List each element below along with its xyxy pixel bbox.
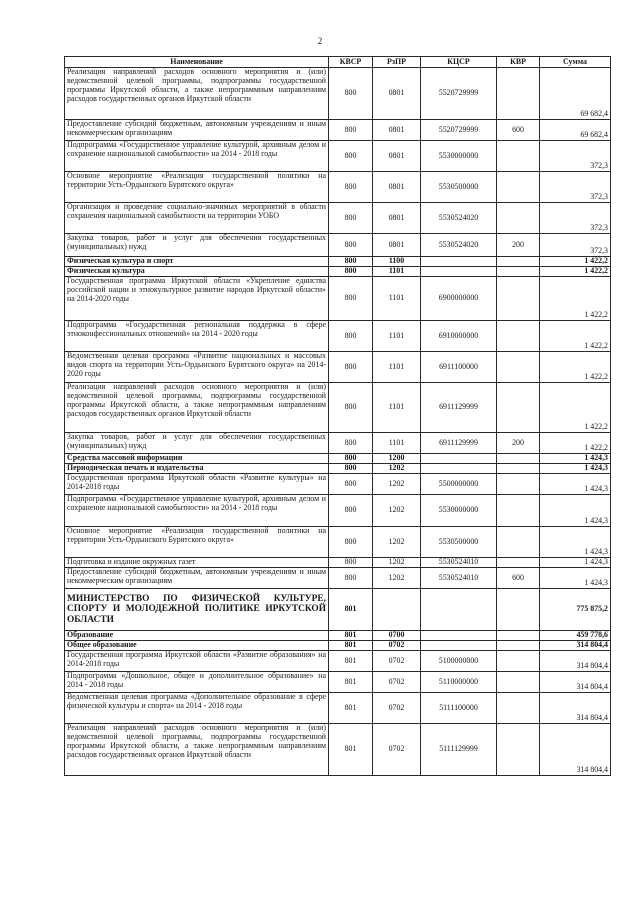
cell-name: Подпрограмма «Дошкольное, общее и дополнительное образование» на 2014 - 2018 годы (65, 672, 329, 693)
cell-kvsr: 800 (329, 172, 373, 203)
cell-name: Основное мероприятие «Реализация государственной политики на территории Усть-Ордынского Бурятского округа» (65, 527, 329, 558)
cell-sum: 1 424,3 (540, 474, 611, 495)
table-row (65, 641, 611, 651)
cell-kcsr (421, 631, 497, 641)
cell-rzpr: 1202 (373, 527, 421, 558)
table-row (65, 672, 611, 693)
table-row (65, 172, 611, 203)
cell-name: Закупка товаров, работ и услуг для обеспечения государственных (муниципальных) нужд (65, 433, 329, 454)
cell-kvr (497, 352, 540, 383)
cell-rzpr: 1101 (373, 433, 421, 454)
cell-kcsr (421, 454, 497, 464)
cell-kvsr: 801 (329, 641, 373, 651)
cell-name: Подпрограмма «Государственная региональная поддержка в сфере этноконфессиональных отношений» на 2014 - 2020 годы (65, 321, 329, 352)
cell-name: Средства массовой информации (65, 454, 329, 464)
cell-kcsr (421, 267, 497, 277)
cell-kvr (497, 527, 540, 558)
cell-kvsr: 800 (329, 120, 373, 141)
cell-rzpr: 1101 (373, 267, 421, 277)
table-row (65, 321, 611, 352)
header-kcsr: КЦСР (421, 57, 497, 68)
cell-rzpr: 1202 (373, 464, 421, 474)
cell-kvsr: 800 (329, 474, 373, 495)
cell-kvr (497, 203, 540, 234)
cell-sum: 1 422,2 (540, 257, 611, 267)
cell-sum: 69 682,4 (540, 68, 611, 120)
table-row (65, 568, 611, 589)
cell-sum: 314 804,4 (540, 672, 611, 693)
cell-kvsr: 801 (329, 724, 373, 776)
table-row (65, 352, 611, 383)
cell-kcsr: 5530524010 (421, 568, 497, 589)
cell-sum: 372,3 (540, 141, 611, 172)
table-row (65, 589, 611, 631)
cell-rzpr: 1202 (373, 558, 421, 568)
cell-kvr (497, 693, 540, 724)
cell-kvr (497, 383, 540, 433)
cell-kvr: 200 (497, 433, 540, 454)
cell-name: МИНИСТЕРСТВО ПО ФИЗИЧЕСКОЙ КУЛЬТУРЕ, СПОРТУ И МОЛОДЕЖНОЙ ПОЛИТИКЕ ИРКУТСКОЙ ОБЛАСТИ (65, 589, 329, 631)
cell-kvr (497, 454, 540, 464)
table-row (65, 464, 611, 474)
table-row (65, 474, 611, 495)
cell-rzpr: 0801 (373, 234, 421, 257)
cell-rzpr: 0801 (373, 120, 421, 141)
cell-kvsr: 801 (329, 589, 373, 631)
cell-name: Физическая культура и спорт (65, 257, 329, 267)
table-row (65, 558, 611, 568)
cell-kvr (497, 589, 540, 631)
cell-kvsr: 800 (329, 141, 373, 172)
table-row (65, 454, 611, 464)
cell-rzpr: 1100 (373, 257, 421, 267)
cell-kcsr: 5520729999 (421, 68, 497, 120)
cell-kcsr: 5111100000 (421, 693, 497, 724)
cell-kcsr: 5110000000 (421, 672, 497, 693)
cell-sum: 1 422,2 (540, 352, 611, 383)
cell-kvr: 200 (497, 234, 540, 257)
cell-kvr (497, 68, 540, 120)
cell-kvr (497, 641, 540, 651)
cell-kvsr: 800 (329, 352, 373, 383)
cell-kvsr: 801 (329, 651, 373, 672)
cell-kvr (497, 631, 540, 641)
cell-name: Государственная программа Иркутской области «Развитие культуры» на 2014-2018 годы (65, 474, 329, 495)
cell-sum: 1 422,2 (540, 383, 611, 433)
cell-kvsr: 801 (329, 672, 373, 693)
cell-kcsr (421, 257, 497, 267)
cell-name: Общее образование (65, 641, 329, 651)
cell-sum: 314 804,4 (540, 724, 611, 776)
page-number: 2 (317, 36, 323, 46)
table-row (65, 277, 611, 321)
cell-name: Организация и проведение социально-значимых мероприятий в области сохранения национальной самобытности на территории УОБО (65, 203, 329, 234)
table-row (65, 527, 611, 558)
table-row (65, 631, 611, 641)
header-kvr: КВР (497, 57, 540, 68)
cell-sum: 372,3 (540, 234, 611, 257)
cell-kvr (497, 172, 540, 203)
cell-kcsr (421, 464, 497, 474)
cell-sum: 314 804,4 (540, 651, 611, 672)
cell-kvr (497, 321, 540, 352)
cell-kvr (497, 651, 540, 672)
cell-name: Подпрограмма «Государственное управление культурой, архивным делом и сохранение национальной самобытности» на 2014 - 2018 годы (65, 141, 329, 172)
cell-kcsr: 5100000000 (421, 651, 497, 672)
cell-kcsr: 5530524010 (421, 558, 497, 568)
table-row (65, 257, 611, 267)
cell-kcsr: 6910000000 (421, 321, 497, 352)
table-row (65, 267, 611, 277)
cell-rzpr: 1202 (373, 568, 421, 589)
cell-kvsr: 800 (329, 68, 373, 120)
cell-name: Государственная программа Иркутской области «Развитие образования» на 2014-2018 годы (65, 651, 329, 672)
cell-rzpr: 1200 (373, 454, 421, 464)
cell-kvr (497, 474, 540, 495)
cell-rzpr: 0801 (373, 141, 421, 172)
cell-sum: 372,3 (540, 172, 611, 203)
cell-kvsr: 800 (329, 527, 373, 558)
table-row (65, 693, 611, 724)
cell-sum: 372,3 (540, 203, 611, 234)
cell-kvr (497, 257, 540, 267)
header-name: Наименование (65, 57, 329, 68)
cell-kvr: 600 (497, 120, 540, 141)
cell-kvr (497, 464, 540, 474)
cell-sum: 314 804,4 (540, 641, 611, 651)
cell-kvsr: 800 (329, 464, 373, 474)
table-row (65, 141, 611, 172)
cell-rzpr: 0702 (373, 641, 421, 651)
cell-kvsr: 800 (329, 203, 373, 234)
cell-kvr: 600 (497, 568, 540, 589)
cell-kcsr: 6900000000 (421, 277, 497, 321)
cell-kvsr: 800 (329, 433, 373, 454)
table-row (65, 68, 611, 120)
cell-name: Ведомственная целевая программа «Дополнительное образование в сфере физической культуры и спорта» на 2014 - 2018 годы (65, 693, 329, 724)
cell-name: Реализация направлений расходов основного мероприятия и (или) ведомственной целевой программы, подпрограммы государственной программы Иркутской области, а также непрограммным направлениям расходов государственных органов Иркутской области (65, 724, 329, 776)
cell-sum: 1 424,3 (540, 568, 611, 589)
cell-rzpr: 0801 (373, 68, 421, 120)
cell-rzpr: 1202 (373, 495, 421, 527)
cell-kcsr: 5530000000 (421, 495, 497, 527)
cell-kcsr: 5530500000 (421, 527, 497, 558)
cell-kcsr: 5530500000 (421, 172, 497, 203)
table-row (65, 433, 611, 454)
cell-sum: 314 804,4 (540, 693, 611, 724)
cell-sum: 459 778,6 (540, 631, 611, 641)
cell-kvsr: 800 (329, 495, 373, 527)
cell-name: Предоставление субсидий бюджетным, автономным учреждениям и иным некоммерческим организациям (65, 568, 329, 589)
cell-name: Ведомственная целевая программа «Развитие национальных и массовых видов спорта на территории Усть-Ордынского Бурятского округа» на 2014-2020 годы (65, 352, 329, 383)
cell-sum: 1 424,3 (540, 527, 611, 558)
cell-rzpr (373, 589, 421, 631)
cell-sum: 1 422,2 (540, 277, 611, 321)
table-row (65, 120, 611, 141)
cell-kcsr (421, 641, 497, 651)
cell-kvr (497, 267, 540, 277)
cell-kvsr: 801 (329, 631, 373, 641)
cell-kvsr: 800 (329, 383, 373, 433)
header-kvsr: КВСР (329, 57, 373, 68)
cell-kvr (497, 495, 540, 527)
cell-kcsr: 5530000000 (421, 141, 497, 172)
cell-kvsr: 800 (329, 568, 373, 589)
cell-rzpr: 0801 (373, 172, 421, 203)
cell-name: Физическая культура (65, 267, 329, 277)
cell-name: Реализация направлений расходов основного мероприятия и (или) ведомственной целевой программы, подпрограммы государственной программы Иркутской области, а также непрограммным направлениям расходов государственных органов Иркутской области (65, 383, 329, 433)
table-row (65, 383, 611, 433)
cell-name: Основное мероприятие «Реализация государственной политики на территории Усть-Ордынского Бурятского округа» (65, 172, 329, 203)
cell-rzpr: 0702 (373, 693, 421, 724)
cell-sum: 1 424,3 (540, 558, 611, 568)
cell-kcsr: 5111129999 (421, 724, 497, 776)
cell-rzpr: 1101 (373, 352, 421, 383)
cell-rzpr: 1202 (373, 474, 421, 495)
table-row (65, 203, 611, 234)
cell-kcsr: 5500000000 (421, 474, 497, 495)
cell-rzpr: 1101 (373, 321, 421, 352)
cell-name: Реализация направлений расходов основного мероприятия и (или) ведомственной целевой программы, подпрограммы государственной программы Иркутской области, а также непрограммным направлениям расходов государственных органов Иркутской области (65, 68, 329, 120)
table-row (65, 495, 611, 527)
cell-kvr (497, 672, 540, 693)
cell-kvsr: 801 (329, 693, 373, 724)
cell-kcsr: 6911129999 (421, 433, 497, 454)
cell-kvr (497, 277, 540, 321)
cell-kcsr (421, 589, 497, 631)
cell-sum: 1 422,2 (540, 267, 611, 277)
header-rzpr: РзПР (373, 57, 421, 68)
cell-name: Государственная программа Иркутской области «Укрепление единства российской нации и этнокультурное развитие народов Иркутской области» на 2014-2020 годы (65, 277, 329, 321)
cell-sum: 1 422,2 (540, 321, 611, 352)
cell-kvsr: 800 (329, 234, 373, 257)
cell-kcsr: 6911129999 (421, 383, 497, 433)
cell-sum: 1 424,3 (540, 454, 611, 464)
cell-kcsr: 5530524020 (421, 234, 497, 257)
cell-rzpr: 0702 (373, 651, 421, 672)
cell-kvsr: 800 (329, 267, 373, 277)
cell-rzpr: 0700 (373, 631, 421, 641)
cell-sum: 1 424,3 (540, 495, 611, 527)
cell-rzpr: 1101 (373, 383, 421, 433)
cell-name: Подготовка и издание окружных газет (65, 558, 329, 568)
cell-sum: 69 682,4 (540, 120, 611, 141)
cell-name: Закупка товаров, работ и услуг для обеспечения государственных (муниципальных) нужд (65, 234, 329, 257)
cell-rzpr: 0702 (373, 724, 421, 776)
budget-table (64, 56, 611, 776)
cell-kvsr: 800 (329, 454, 373, 464)
cell-kvr (497, 558, 540, 568)
table-row (65, 651, 611, 672)
cell-name: Образование (65, 631, 329, 641)
cell-kcsr: 5520729999 (421, 120, 497, 141)
cell-sum: 1 422,2 (540, 433, 611, 454)
cell-sum: 775 875,2 (540, 589, 611, 631)
cell-kvr (497, 724, 540, 776)
cell-kvsr: 800 (329, 277, 373, 321)
cell-rzpr: 0801 (373, 203, 421, 234)
cell-kvsr: 800 (329, 558, 373, 568)
cell-rzpr: 1101 (373, 277, 421, 321)
table-row (65, 234, 611, 257)
cell-rzpr: 0702 (373, 672, 421, 693)
cell-name: Предоставление субсидий бюджетным, автономным учреждениям и иным некоммерческим организациям (65, 120, 329, 141)
table-body (65, 68, 611, 776)
cell-sum: 1 424,3 (540, 464, 611, 474)
cell-kcsr: 5530524020 (421, 203, 497, 234)
header-sum: Сумма (540, 57, 611, 68)
cell-kvsr: 800 (329, 257, 373, 267)
table-header-row (65, 57, 611, 68)
cell-kvsr: 800 (329, 321, 373, 352)
cell-name: Периодическая печать и издательства (65, 464, 329, 474)
cell-name: Подпрограмма «Государственное управление культурой, архивным делом и сохранение национальной самобытности» на 2014 - 2018 годы (65, 495, 329, 527)
cell-kvr (497, 141, 540, 172)
cell-kcsr: 6911100000 (421, 352, 497, 383)
table-row (65, 724, 611, 776)
